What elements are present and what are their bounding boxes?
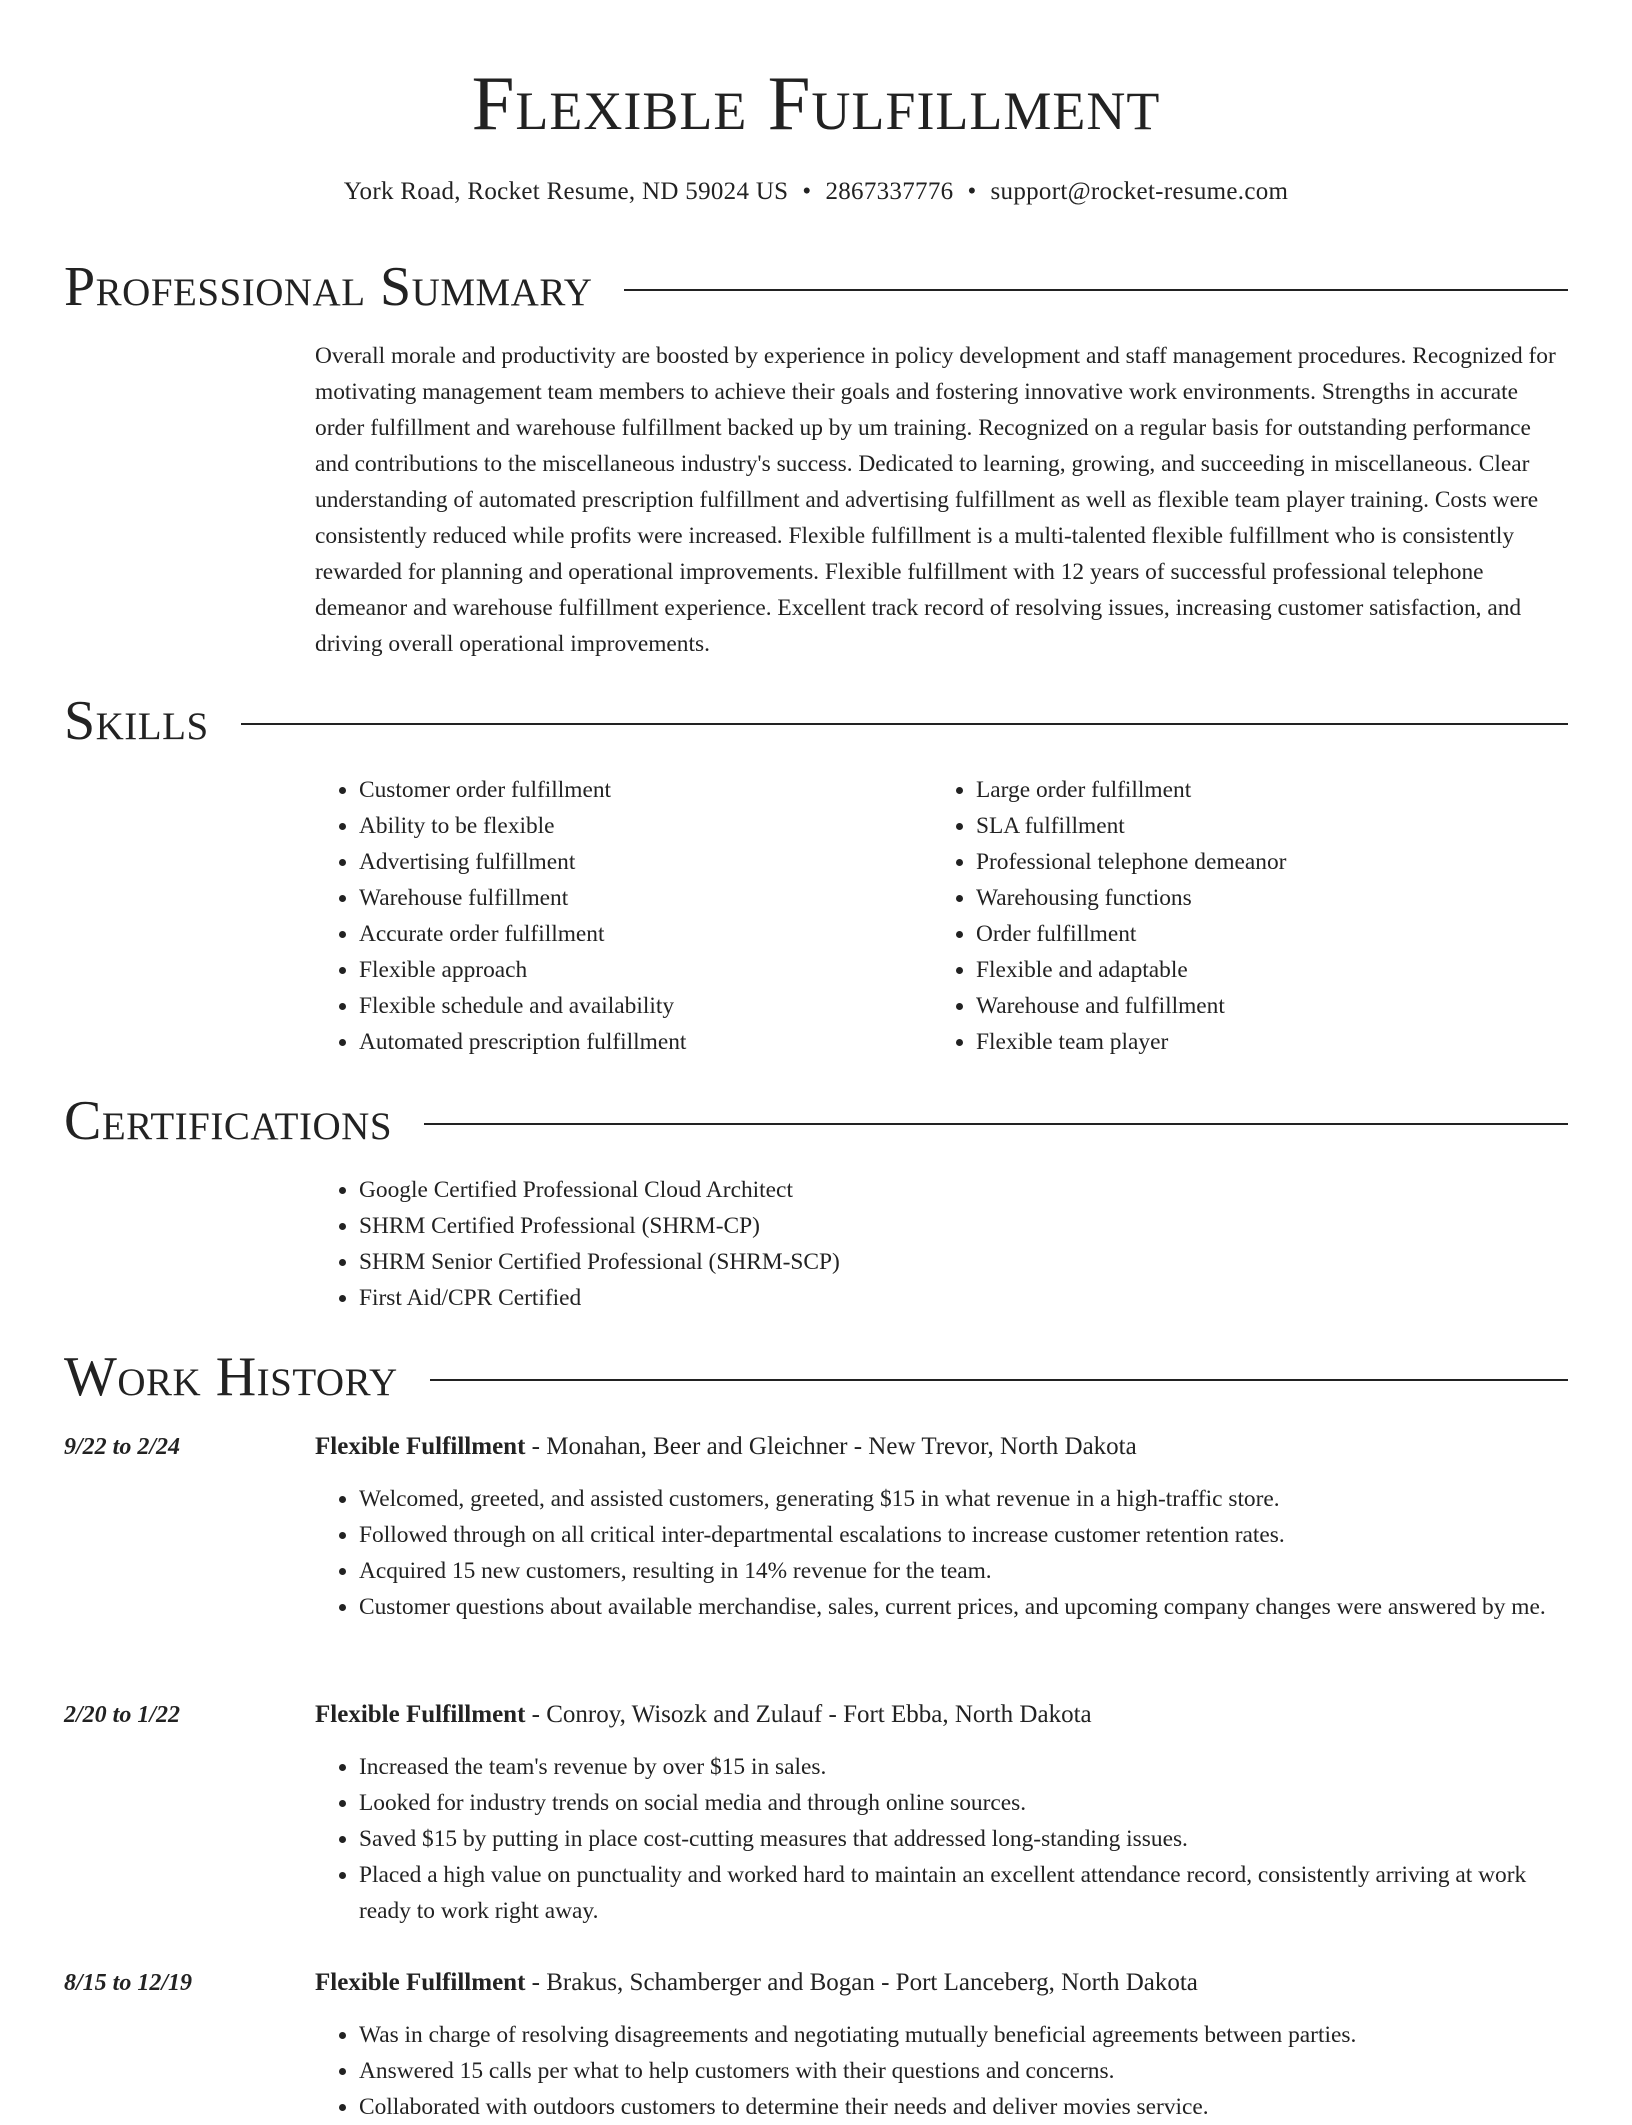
job-bullets [315, 2017, 1570, 2125]
list-item: • Was in charge of resolving disagreements and negotiating mutually beneficial agreements between parties. [359, 2017, 1570, 2053]
list-item: • Customer questions about available merchandise, sales, current prices, and upcoming company changes were answered by me. [359, 1589, 1570, 1625]
section-title: Professional Summary [64, 256, 593, 318]
email: support@rocket-resume.com [990, 178, 1289, 205]
job-heading [315, 1965, 1198, 2001]
list-item: • Placed a high value on punctuality and worked hard to maintain an excellent attendance record, consistently arriving at work ready to work right away. [359, 1857, 1570, 1929]
job-bullets [315, 1481, 1570, 1625]
list-item: • Customer order fulfillment [359, 772, 915, 808]
list-item: • Warehouse fulfillment [359, 880, 915, 916]
list-item: • SHRM Senior Certified Professional (SHRM-SCP) [359, 1244, 1315, 1280]
section-header-work-history [64, 1345, 1568, 1409]
list-item: • Looked for industry trends on social media and through online sources. [359, 1785, 1570, 1821]
list-item: • SLA fulfillment [976, 808, 1572, 844]
list-item: • Advertising fulfillment [359, 844, 915, 880]
section-header-skills [64, 689, 1568, 753]
job-title: Flexible Fulfillment [315, 1969, 526, 1996]
job-heading [315, 1429, 1137, 1465]
list-item: • Flexible schedule and availability [359, 988, 915, 1024]
separator: • [802, 178, 812, 205]
job-title: Flexible Fulfillment [315, 1433, 526, 1460]
section-divider [624, 289, 1568, 291]
section-title: Skills [64, 690, 209, 752]
section-divider [241, 723, 1568, 725]
list-item: • Accurate order fulfillment [359, 916, 915, 952]
list-item: • Flexible approach [359, 952, 915, 988]
job-employer: - Conroy, Wisozk and Zulauf - Fort Ebba, North Dakota [525, 1701, 1092, 1728]
list-item: • Order fulfillment [976, 916, 1572, 952]
list-item: • Professional telephone demeanor [976, 844, 1572, 880]
job-employer: - Monahan, Beer and Gleichner - New Trevor, North Dakota [525, 1433, 1137, 1460]
job-dates: 2/20 to 1/22 [64, 1702, 181, 1728]
section-header-certifications [64, 1089, 1568, 1153]
list-item: • Google Certified Professional Cloud Architect [359, 1172, 1315, 1208]
contact-line [0, 176, 1632, 208]
certifications-list-container [315, 1172, 1315, 1316]
list-item: • Automated prescription fulfillment [359, 1024, 915, 1060]
section-header-summary [64, 255, 1568, 319]
phone: 2867337776 [825, 178, 954, 205]
candidate-name: Flexible Fulfillment [471, 60, 1161, 146]
list-item: • Ability to be flexible [359, 808, 915, 844]
section-title: Certifications [64, 1090, 393, 1152]
list-item: • First Aid/CPR Certified [359, 1280, 1315, 1316]
job-dates: 9/22 to 2/24 [64, 1434, 181, 1460]
job-employer: - Brakus, Schamberger and Bogan - Port Lanceberg, North Dakota [525, 1969, 1198, 1996]
section-title: Work History [64, 1346, 398, 1408]
list-item: • Flexible and adaptable [976, 952, 1572, 988]
section-divider [430, 1379, 1568, 1381]
list-item: • Saved $15 by putting in place cost-cutting measures that addressed long-standing issues. [359, 1821, 1570, 1857]
list-item: • Warehousing functions [976, 880, 1572, 916]
list-item: • SHRM Certified Professional (SHRM-CP) [359, 1208, 1315, 1244]
list-item: • Flexible team player [976, 1024, 1572, 1060]
list-item: • Increased the team's revenue by over $15 in sales. [359, 1749, 1570, 1785]
certifications-list [315, 1172, 1315, 1316]
list-item: • Answered 15 calls per what to help customers with their questions and concerns. [359, 2053, 1570, 2089]
job-dates: 8/15 to 12/19 [64, 1970, 193, 1996]
summary-text: Overall morale and productivity are boosted by experience in policy development and staff management procedures. Recognized for motivating management team members to achieve their goals and fostering innovative work environments. Strengths in accurate order fulfillment and warehouse fulfillment backed up by um training. Recognized on a regular basis for outstanding performance and contributions to the miscellaneous industry's success. Dedicated to learning, growing, and succeeding in miscellaneous. Clear understanding of automated prescription fulfillment and advertising fulfillment as well as flexible team player training. Costs were consistently reduced while profits were increased. Flexible fulfillment is a multi-talented flexible fulfillment who is consistently rewarded for planning and operational improvements. Flexible fulfillment with 12 years of successful professional telephone demeanor and warehouse fulfillment experience. Excellent track record of resolving issues, increasing customer satisfaction, and driving overall operational improvements. [315, 343, 1556, 657]
list-item: • Large order fulfillment [976, 772, 1572, 808]
job-heading [315, 1697, 1092, 1733]
address: York Road, Rocket Resume, ND 59024 US [343, 178, 789, 205]
skills-list [932, 772, 1572, 1060]
list-item: • Acquired 15 new customers, resulting in 14% revenue for the team. [359, 1553, 1570, 1589]
skills-column-left [315, 772, 915, 1060]
separator: • [967, 178, 977, 205]
list-item: • Collaborated with outdoors customers to determine their needs and deliver movies service. [359, 2089, 1570, 2125]
section-divider [424, 1123, 1568, 1125]
skills-list [315, 772, 915, 1060]
list-item: • Welcomed, greeted, and assisted customers, generating $15 in what revenue in a high-traffic store. [359, 1481, 1570, 1517]
job-title: Flexible Fulfillment [315, 1701, 526, 1728]
list-item: • Warehouse and fulfillment [976, 988, 1572, 1024]
skills-column-right [932, 772, 1572, 1060]
list-item: • Followed through on all critical inter-departmental escalations to increase customer retention rates. [359, 1517, 1570, 1553]
job-bullets [315, 1749, 1570, 1929]
